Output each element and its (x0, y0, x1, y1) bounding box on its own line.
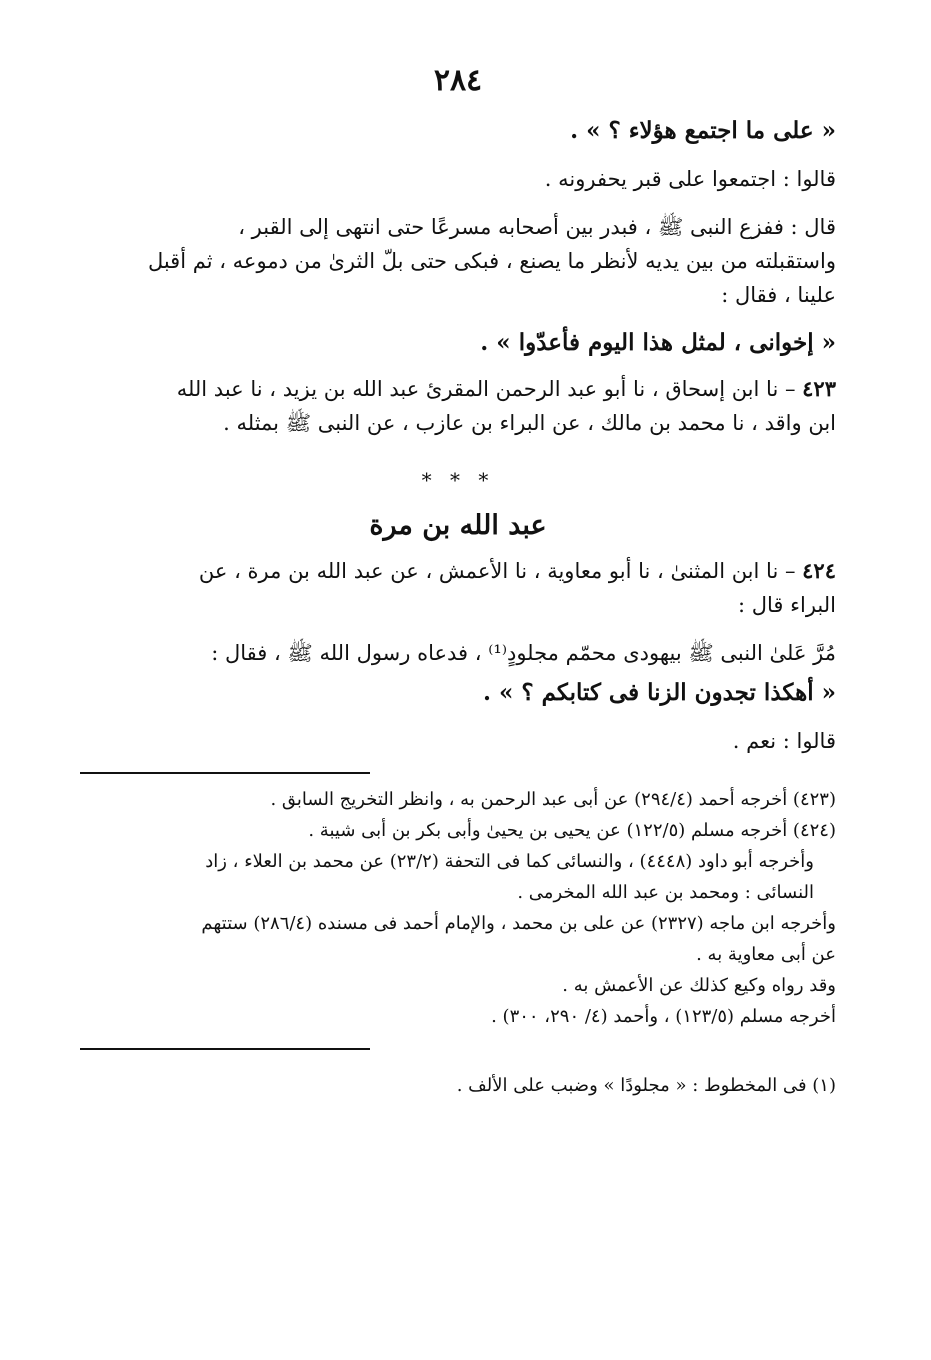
footnote-1: (١) فى المخطوط : « مجلودًا » وضبب على الألف . (456, 1075, 836, 1096)
hadith-number: ٤٢٤ (802, 558, 836, 583)
narration-paragraph-1 (80, 210, 836, 312)
quote-line-3: « أهكذا تجدون الزنا فى كتابكم ؟ » . (483, 679, 836, 706)
hadith-424 (80, 554, 836, 622)
note-line: عن أبى معاوية به . (696, 944, 836, 965)
footnote-divider-wrap (80, 1032, 836, 1060)
notes-divider-wrap (80, 758, 836, 784)
note-line: وأخرجه أبو داود (٤٤٤٨) ، والنسائى كما فى التحفة (٢٣/٢) عن محمد بن العلاء ، زاد (205, 851, 814, 872)
hadith-line (80, 554, 836, 588)
quote-line-1: « على ما اجتمع هؤلاء ؟ » . (570, 117, 836, 144)
hadith-line: ابن واقد ، نا محمد بن مالك ، عن البراء بن عازب ، عن النبى ﷺ بمثله . (223, 411, 836, 435)
page-number: ٢٨٤ (433, 63, 483, 98)
note-line: (٤٢٤) أخرجه مسلم (١٢٢/٥) عن يحيى بن يحيىٰ وأبى بكر بن أبى شيبة . (308, 820, 836, 841)
narration-line: علينا ، فقال : (721, 283, 836, 307)
reply-line-2: قالوا : نعم . (732, 729, 836, 753)
hadith-text: – نا ابن المثنىٰ ، نا أبو معاوية ، نا الأعمش ، عن عبد الله بن مرة ، عن (198, 559, 796, 583)
note-line: وأخرجه ابن ماجه (٢٣٢٧) عن على بن محمد ، والإمام أحمد فى مسنده (٢٨٦/٤) ستتهم (201, 913, 836, 934)
quote-line-2: « إخوانى ، لمثل هذا اليوم فأعدّوا » . (480, 329, 836, 356)
section-separator: * * * (421, 468, 495, 492)
takhrij-notes (80, 784, 836, 1032)
narration-line: قال : ففزع النبى ﷺ ، فبدر بين أصحابه مسرعًا حتى انتهى إلى القبر ، (238, 215, 836, 239)
notes-divider (80, 772, 370, 774)
section-title: عبد الله بن مرة (369, 510, 547, 541)
note-line: أخرجه مسلم (١٢٣/٥) ، وأحمد (٤/ ٢٩٠، ٣٠٠) . (491, 1006, 836, 1027)
hadith-text: – نا ابن إسحاق ، نا أبو عبد الرحمن المقرئ عبد الله بن يزيد ، نا عبد الله (176, 377, 796, 401)
note-line: النسائى : ومحمد بن عبد الله المخرمى . (517, 882, 814, 903)
note-line: (٤٢٣) أخرجه أحمد (٢٩٤/٤) عن أبى عبد الرحمن به ، وانظر التخريج السابق . (270, 789, 836, 810)
reply-line-1: قالوا : اجتمعوا على قبر يحفرونه . (544, 167, 836, 191)
note-line: وقد رواه وكيع كذلك عن الأعمش به . (562, 975, 836, 996)
narration-line: واستقبلته من بين يديه لأنظر ما يصنع ، فبكى حتى بلّ الثرىٰ من دموعه ، ثم أقبل (147, 249, 836, 273)
footnotes (80, 1070, 836, 1101)
hadith-number: ٤٢٣ (802, 376, 836, 401)
hadith-line: البراء قال : (738, 593, 836, 617)
hadith-line (80, 372, 836, 406)
footnote-divider (80, 1048, 370, 1050)
hadith-423 (80, 372, 836, 440)
narration-line-2: مُرَّ عَلىٰ النبى ﷺ بيهودى محمّم مجلودٍ⁽¹⁾ ، فدعاه رسول الله ﷺ ، فقال : (211, 641, 836, 665)
